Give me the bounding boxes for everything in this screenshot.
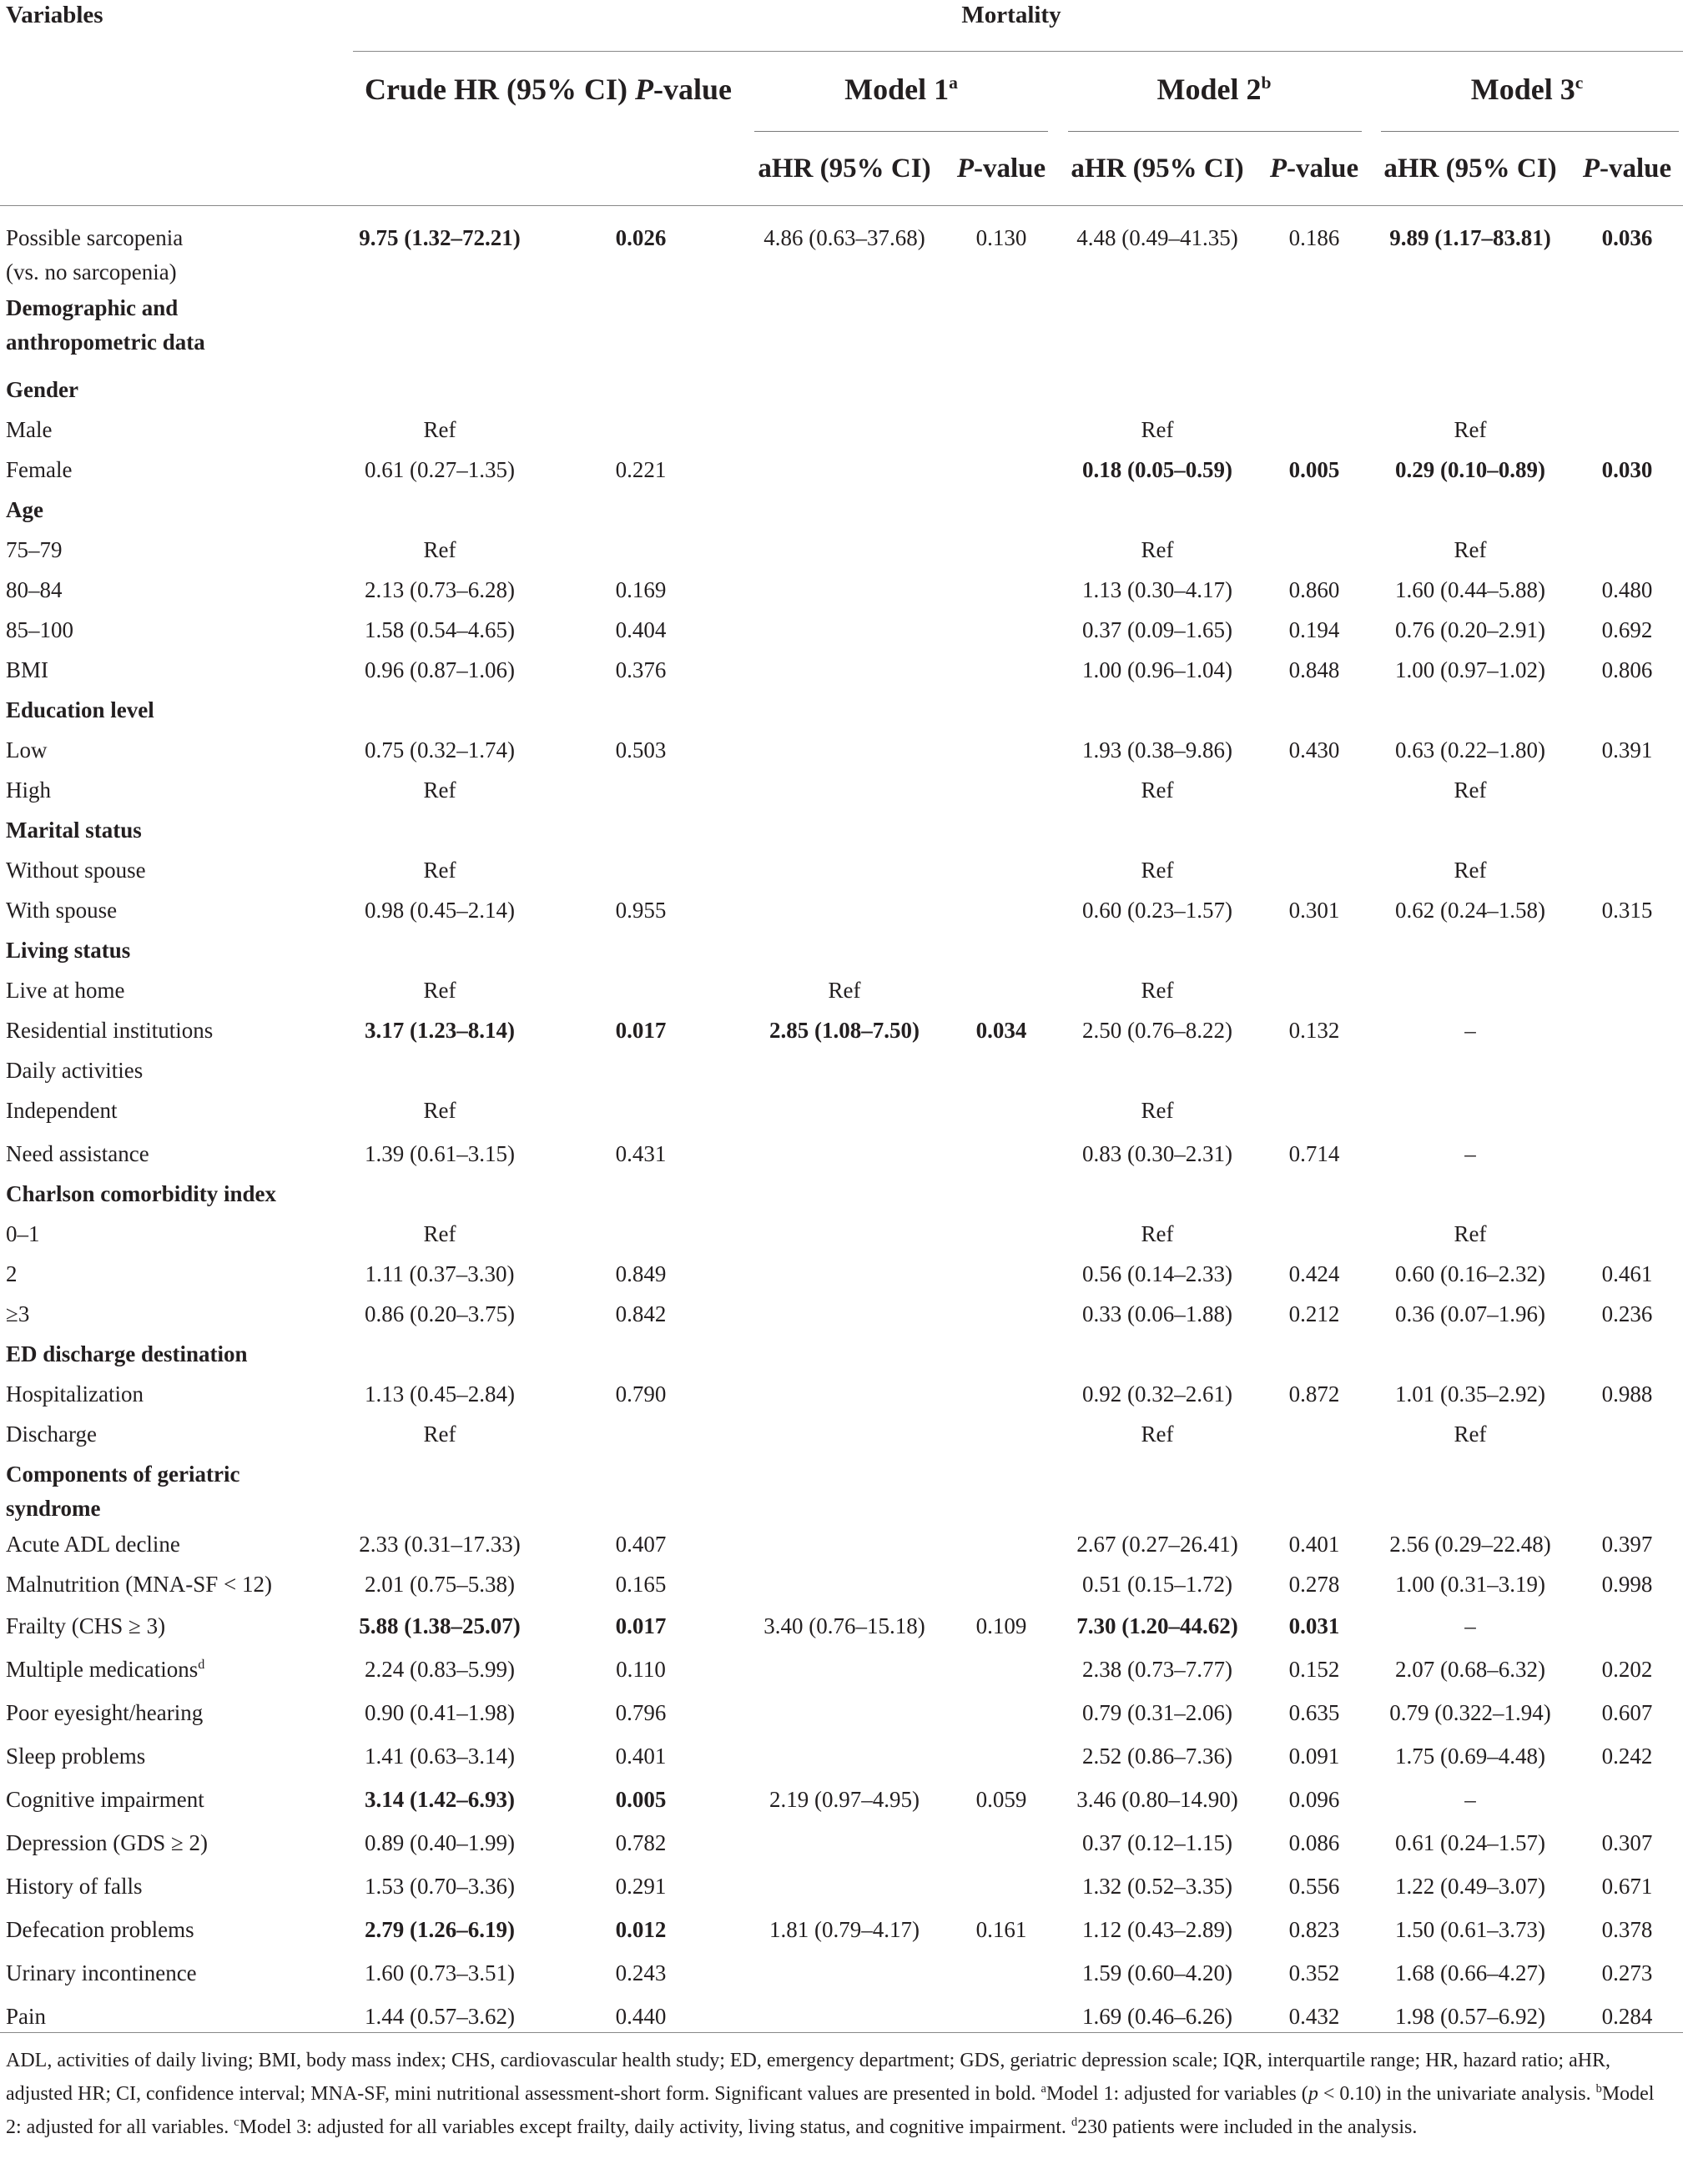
cell-crude: 2.33 (0.31–17.33): [359, 1532, 521, 1557]
cell-crude: Ref: [423, 537, 456, 562]
cell-m2: 1.12 (0.43–2.89): [1082, 1917, 1232, 1942]
row-label: History of falls: [6, 1874, 143, 1899]
row-label: Depression (GDS ≥ 2): [6, 1830, 209, 1855]
cell-crude: 1.39 (0.61–3.15): [365, 1141, 515, 1166]
cell-m2p: 0.401: [1288, 1532, 1340, 1557]
cell-m3: Ref: [1454, 1221, 1487, 1246]
cell-m1p: 0.059: [975, 1787, 1027, 1812]
cell-m3: 1.75 (0.69–4.48): [1395, 1744, 1545, 1769]
cell-m2p: 0.301: [1288, 898, 1340, 923]
row-label: Possible sarcopenia (vs. no sarcopenia): [6, 225, 184, 284]
cell-m3p: 0.202: [1601, 1657, 1653, 1682]
cell-cp: 0.005: [615, 1787, 667, 1812]
cell-cp: 0.440: [615, 2004, 667, 2029]
row-label: Independent: [6, 1098, 118, 1123]
row-label: Male: [6, 417, 53, 442]
cell-cp: 0.291: [615, 1874, 667, 1899]
cell-m2p: 0.186: [1288, 225, 1340, 250]
cell-m1p: 0.161: [975, 1917, 1027, 1942]
cell-m2p: 0.152: [1288, 1657, 1340, 1682]
cell-m2p: 0.860: [1288, 577, 1340, 602]
cell-m3: 1.60 (0.44–5.88): [1395, 577, 1545, 602]
row-label: Demographic and anthropometric data: [6, 295, 205, 355]
cell-m3: 1.22 (0.49–3.07): [1395, 1874, 1545, 1899]
row-label: Sleep problems: [6, 1744, 146, 1769]
cell-m1p: 0.034: [975, 1018, 1027, 1043]
row-label: BMI: [6, 657, 49, 682]
cell-m3: Ref: [1454, 537, 1487, 562]
row-label: Gender: [6, 377, 78, 402]
row-label: Malnutrition (MNA-SF < 12): [6, 1572, 272, 1597]
row-label: Daily activities: [6, 1058, 144, 1083]
cell-m3: 0.79 (0.322–1.94): [1389, 1700, 1551, 1725]
mortality-header: Mortality: [961, 2, 1061, 28]
cell-m3: 0.62 (0.24–1.58): [1395, 898, 1545, 923]
cell-m2: 0.83 (0.30–2.31): [1082, 1141, 1232, 1166]
cell-crude: 0.86 (0.20–3.75): [365, 1301, 515, 1326]
cell-m3p: 0.988: [1601, 1381, 1653, 1407]
cell-m3: 0.29 (0.10–0.89): [1395, 457, 1545, 482]
cell-m2: 4.48 (0.49–41.35): [1076, 225, 1238, 250]
cell-cp: 0.955: [615, 898, 667, 923]
row-label: 2: [6, 1261, 18, 1286]
cell-m3: –: [1464, 1613, 1476, 1638]
cell-m1p: 0.130: [975, 225, 1027, 250]
cell-m3: 2.07 (0.68–6.32): [1395, 1657, 1545, 1682]
table-footnote: ADL, activities of daily living; BMI, body mass index; CHS, cardiovascular health study; ED, emergency department; GDS, geriatric depression scale; IQR, interquartile range; HR, hazard ratio; aHR, adjusted HR; CI, confidence interval; MNA-SF, mini nutritional assessment-short form. Significant values are presented in bold. $^a$Model 1: adjusted for variables (p < 0.10) in the univariate analysis. $^b$Model 2: adjusted for all variables. $^c$Model 3: adjusted for all variables except frailty, daily activity, living status, and cognitive impairment. $^d$230 patients were included in the analysis.: [6, 2050, 1655, 2138]
cell-crude: 2.24 (0.83–5.99): [365, 1657, 515, 1682]
cell-m3p: 0.397: [1601, 1532, 1653, 1557]
cell-cp: 0.404: [615, 617, 667, 642]
cell-crude: 3.14 (1.42–6.93): [365, 1787, 515, 1812]
cell-m2: 0.37 (0.12–1.15): [1082, 1830, 1232, 1855]
cell-m2p: 0.556: [1288, 1874, 1340, 1899]
cell-m3: 0.63 (0.22–1.80): [1395, 737, 1545, 762]
cell-m1: 2.19 (0.97–4.95): [769, 1787, 920, 1812]
cell-m2p: 0.096: [1288, 1787, 1340, 1812]
cell-m2p: 0.872: [1288, 1381, 1340, 1407]
cell-cp: 0.110: [616, 1657, 666, 1682]
cell-crude: 0.61 (0.27–1.35): [365, 457, 515, 482]
cell-m2: Ref: [1141, 777, 1174, 803]
cell-m2p: 0.194: [1288, 617, 1340, 642]
cell-m2: Ref: [1141, 1221, 1174, 1246]
cell-m3p: 0.607: [1601, 1700, 1653, 1725]
row-label: 75–79: [6, 537, 63, 562]
model1-rule: [754, 131, 1048, 132]
cell-m3p: 0.378: [1601, 1917, 1653, 1942]
cell-cp: 0.165: [615, 1572, 667, 1597]
cell-m3p: 0.036: [1601, 225, 1653, 250]
model2-header: Model 2$^b$: [1156, 73, 1272, 106]
cell-crude: 1.53 (0.70–3.36): [365, 1874, 515, 1899]
crude-hr-header: Crude HR (95% CI) P-value: [365, 73, 732, 106]
model1-ahr-header: aHR (95% CI): [758, 153, 931, 184]
cell-m2: 1.59 (0.60–4.20): [1082, 1960, 1232, 1985]
cell-m2: 2.50 (0.76–8.22): [1082, 1018, 1232, 1043]
row-label: With spouse: [6, 898, 118, 923]
cell-m3: Ref: [1454, 777, 1487, 803]
row-label: Live at home: [6, 978, 125, 1003]
cell-m3: 0.60 (0.16–2.32): [1395, 1261, 1545, 1286]
cell-m3: 1.98 (0.57–6.92): [1395, 2004, 1545, 2029]
cell-crude: 1.11 (0.37–3.30): [365, 1261, 515, 1286]
cell-m3: –: [1464, 1141, 1476, 1166]
row-label: Charlson comorbidity index: [6, 1181, 277, 1206]
cell-m2: Ref: [1141, 417, 1174, 442]
cell-m2: 1.13 (0.30–4.17): [1082, 577, 1232, 602]
cell-cp: 0.243: [615, 1960, 667, 1985]
cell-cp: 0.017: [615, 1018, 667, 1043]
row-label: Residential institutions: [6, 1018, 214, 1043]
cell-crude: Ref: [423, 978, 456, 1003]
model3-pvalue-header: P-value: [1582, 153, 1672, 184]
row-label: Living status: [6, 938, 131, 963]
cell-crude: 0.89 (0.40–1.99): [365, 1830, 515, 1855]
cell-crude: 0.90 (0.41–1.98): [365, 1700, 515, 1725]
cell-m3: 1.68 (0.66–4.27): [1395, 1960, 1545, 1985]
cell-m3: 0.61 (0.24–1.57): [1395, 1830, 1545, 1855]
cell-crude: Ref: [423, 1098, 456, 1123]
cell-crude: Ref: [423, 1221, 456, 1246]
cell-crude: 1.60 (0.73–3.51): [365, 1960, 515, 1985]
cell-m1: 1.81 (0.79–4.17): [769, 1917, 920, 1942]
variables-header: Variables: [6, 2, 103, 28]
row-label: Hospitalization: [6, 1381, 144, 1407]
cell-m3: 2.56 (0.29–22.48): [1389, 1532, 1551, 1557]
cell-m2p: 0.086: [1288, 1830, 1340, 1855]
cell-m2: 2.38 (0.73–7.77): [1082, 1657, 1232, 1682]
cell-m2p: 0.132: [1288, 1018, 1340, 1043]
cell-m2p: 0.823: [1288, 1917, 1340, 1942]
cell-m3p: 0.284: [1601, 2004, 1653, 2029]
cell-m3p: 0.998: [1601, 1572, 1653, 1597]
model1-header: Model 1$^a$: [844, 73, 958, 106]
row-label: 85–100: [6, 617, 73, 642]
row-label: Components of geriatric syndrome: [6, 1462, 240, 1521]
cell-m3p: 0.236: [1601, 1301, 1653, 1326]
cell-m2: 2.52 (0.86–7.36): [1082, 1744, 1232, 1769]
cell-m3p: 0.461: [1601, 1261, 1653, 1286]
mortality-rule: [353, 51, 1683, 52]
cell-m2p: 0.432: [1288, 2004, 1340, 2029]
cell-m2p: 0.091: [1288, 1744, 1340, 1769]
cell-cp: 0.849: [615, 1261, 667, 1286]
cell-m2: Ref: [1141, 537, 1174, 562]
cell-m3p: 0.315: [1601, 898, 1653, 923]
cell-crude: 1.58 (0.54–4.65): [365, 617, 515, 642]
row-label: Marital status: [6, 818, 142, 843]
cell-m2p: 0.278: [1288, 1572, 1340, 1597]
cell-m2p: 0.848: [1288, 657, 1340, 682]
row-label: Low: [6, 737, 48, 762]
cell-crude: Ref: [423, 777, 456, 803]
cell-m2: 3.46 (0.80–14.90): [1076, 1787, 1238, 1812]
cell-cp: 0.376: [615, 657, 667, 682]
cell-m3: 1.00 (0.31–3.19): [1395, 1572, 1545, 1597]
row-label: Defecation problems: [6, 1917, 194, 1942]
cell-crude: 1.41 (0.63–3.14): [365, 1744, 515, 1769]
cell-m3p: 0.692: [1601, 617, 1653, 642]
cell-m3p: 0.307: [1601, 1830, 1653, 1855]
cell-m1: Ref: [828, 978, 861, 1003]
cell-m3: 1.50 (0.61–3.73): [1395, 1917, 1545, 1942]
cell-m2: 1.32 (0.52–3.35): [1082, 1874, 1232, 1899]
cell-m2p: 0.430: [1288, 737, 1340, 762]
row-label: Urinary incontinence: [6, 1960, 197, 1985]
cell-crude: 0.75 (0.32–1.74): [365, 737, 515, 762]
cell-m2: 0.37 (0.09–1.65): [1082, 617, 1232, 642]
row-label: Cognitive impairment: [6, 1787, 204, 1812]
cell-crude: 9.75 (1.32–72.21): [359, 225, 521, 250]
cell-m3p: 0.273: [1601, 1960, 1653, 1985]
model3-header: Model 3$^c$: [1470, 73, 1584, 106]
cell-m3p: 0.480: [1601, 577, 1653, 602]
cell-m2: 0.33 (0.06–1.88): [1082, 1301, 1232, 1326]
cell-crude: Ref: [423, 858, 456, 883]
cell-m3p: 0.671: [1601, 1874, 1653, 1899]
row-label: Female: [6, 457, 73, 482]
cell-crude: Ref: [423, 417, 456, 442]
cell-cp: 0.169: [615, 577, 667, 602]
cell-crude: 1.44 (0.57–3.62): [365, 2004, 515, 2029]
cell-cp: 0.026: [615, 225, 667, 250]
cell-cp: 0.782: [615, 1830, 667, 1855]
cell-m2p: 0.212: [1288, 1301, 1340, 1326]
row-label: Frailty (CHS ≥ 3): [6, 1613, 166, 1638]
cell-cp: 0.407: [615, 1532, 667, 1557]
row-label: Education level: [6, 697, 154, 722]
cell-m2: 0.18 (0.05–0.59): [1082, 457, 1232, 482]
cell-cp: 0.503: [615, 737, 667, 762]
cell-m3: 9.89 (1.17–83.81): [1389, 225, 1551, 250]
row-label: Age: [6, 497, 43, 522]
cell-m3p: 0.806: [1601, 657, 1653, 682]
cell-cp: 0.796: [615, 1700, 667, 1725]
model3-rule: [1381, 131, 1679, 132]
row-label: 0–1: [6, 1221, 40, 1246]
cell-cp: 0.017: [615, 1613, 667, 1638]
cell-m3: –: [1464, 1787, 1476, 1812]
row-label: Poor eyesight/hearing: [6, 1700, 204, 1725]
cell-m2: 1.93 (0.38–9.86): [1082, 737, 1232, 762]
cell-m2p: 0.424: [1288, 1261, 1340, 1286]
model2-ahr-header: aHR (95% CI): [1071, 153, 1244, 184]
cell-m2p: 0.714: [1288, 1141, 1340, 1166]
cell-m3: 0.76 (0.20–2.91): [1395, 617, 1545, 642]
cell-m3p: 0.242: [1601, 1744, 1653, 1769]
table-bottom-rule: [0, 2032, 1683, 2033]
cell-m2: 1.69 (0.46–6.26): [1082, 2004, 1232, 2029]
cell-m3: Ref: [1454, 858, 1487, 883]
cell-m2p: 0.031: [1288, 1613, 1340, 1638]
cell-crude: 0.98 (0.45–2.14): [365, 898, 515, 923]
row-label: 80–84: [6, 577, 63, 602]
cell-cp: 0.790: [615, 1381, 667, 1407]
row-label: Without spouse: [6, 858, 146, 883]
cell-m2: 2.67 (0.27–26.41): [1076, 1532, 1238, 1557]
row-label: Multiple medications$^d$: [6, 1657, 205, 1682]
row-label: Need assistance: [6, 1141, 149, 1166]
cell-crude: 5.88 (1.38–25.07): [359, 1613, 521, 1638]
cell-m2p: 0.005: [1288, 457, 1340, 482]
cell-m2: Ref: [1141, 1422, 1174, 1447]
row-label: ≥3: [6, 1301, 30, 1326]
model3-ahr-header: aHR (95% CI): [1383, 153, 1557, 184]
cell-crude: Ref: [423, 1422, 456, 1447]
cell-m2: 0.56 (0.14–2.33): [1082, 1261, 1232, 1286]
cell-m3p: 0.391: [1601, 737, 1653, 762]
cell-m2: 0.51 (0.15–1.72): [1082, 1572, 1232, 1597]
cell-m2p: 0.352: [1288, 1960, 1340, 1985]
cell-m3: Ref: [1454, 417, 1487, 442]
row-label: High: [6, 777, 51, 803]
cell-m2: 1.00 (0.96–1.04): [1082, 657, 1232, 682]
cell-cp: 0.221: [615, 457, 667, 482]
cell-m2: 0.60 (0.23–1.57): [1082, 898, 1232, 923]
cell-m3: 1.00 (0.97–1.02): [1395, 657, 1545, 682]
cell-crude: 1.13 (0.45–2.84): [365, 1381, 515, 1407]
cell-m3: Ref: [1454, 1422, 1487, 1447]
cell-m3: 1.01 (0.35–2.92): [1395, 1381, 1545, 1407]
cell-m2: Ref: [1141, 978, 1174, 1003]
cell-crude: 0.96 (0.87–1.06): [365, 657, 515, 682]
model2-rule: [1068, 131, 1362, 132]
cell-m2: Ref: [1141, 858, 1174, 883]
cell-m2: Ref: [1141, 1098, 1174, 1123]
cell-m2p: 0.635: [1288, 1700, 1340, 1725]
model2-pvalue-header: P-value: [1269, 153, 1359, 184]
cell-m2: 0.79 (0.31–2.06): [1082, 1700, 1232, 1725]
cell-cp: 0.012: [615, 1917, 667, 1942]
cell-crude: 2.01 (0.75–5.38): [365, 1572, 515, 1597]
cell-m1: 3.40 (0.76–15.18): [763, 1613, 925, 1638]
cell-m3p: 0.030: [1601, 457, 1653, 482]
cell-m1: 4.86 (0.63–37.68): [763, 225, 925, 250]
model1-pvalue-header: P-value: [956, 153, 1046, 184]
cell-crude: 2.79 (1.26–6.19): [365, 1917, 515, 1942]
row-label: ED discharge destination: [6, 1341, 248, 1366]
cell-m3: 0.36 (0.07–1.96): [1395, 1301, 1545, 1326]
cell-m3: –: [1464, 1018, 1476, 1043]
cell-cp: 0.401: [615, 1744, 667, 1769]
row-label: Acute ADL decline: [6, 1532, 180, 1557]
cell-cp: 0.842: [615, 1301, 667, 1326]
row-label: Discharge: [6, 1422, 97, 1447]
cell-crude: 2.13 (0.73–6.28): [365, 577, 515, 602]
cell-m2: 7.30 (1.20–44.62): [1076, 1613, 1238, 1638]
cell-cp: 0.431: [615, 1141, 667, 1166]
cell-m1: 2.85 (1.08–7.50): [769, 1018, 920, 1043]
header-bottom-rule: [0, 205, 1683, 206]
cell-crude: 3.17 (1.23–8.14): [365, 1018, 515, 1043]
cell-m1p: 0.109: [975, 1613, 1027, 1638]
cell-m2: 0.92 (0.32–2.61): [1082, 1381, 1232, 1407]
row-label: Pain: [6, 2004, 47, 2029]
